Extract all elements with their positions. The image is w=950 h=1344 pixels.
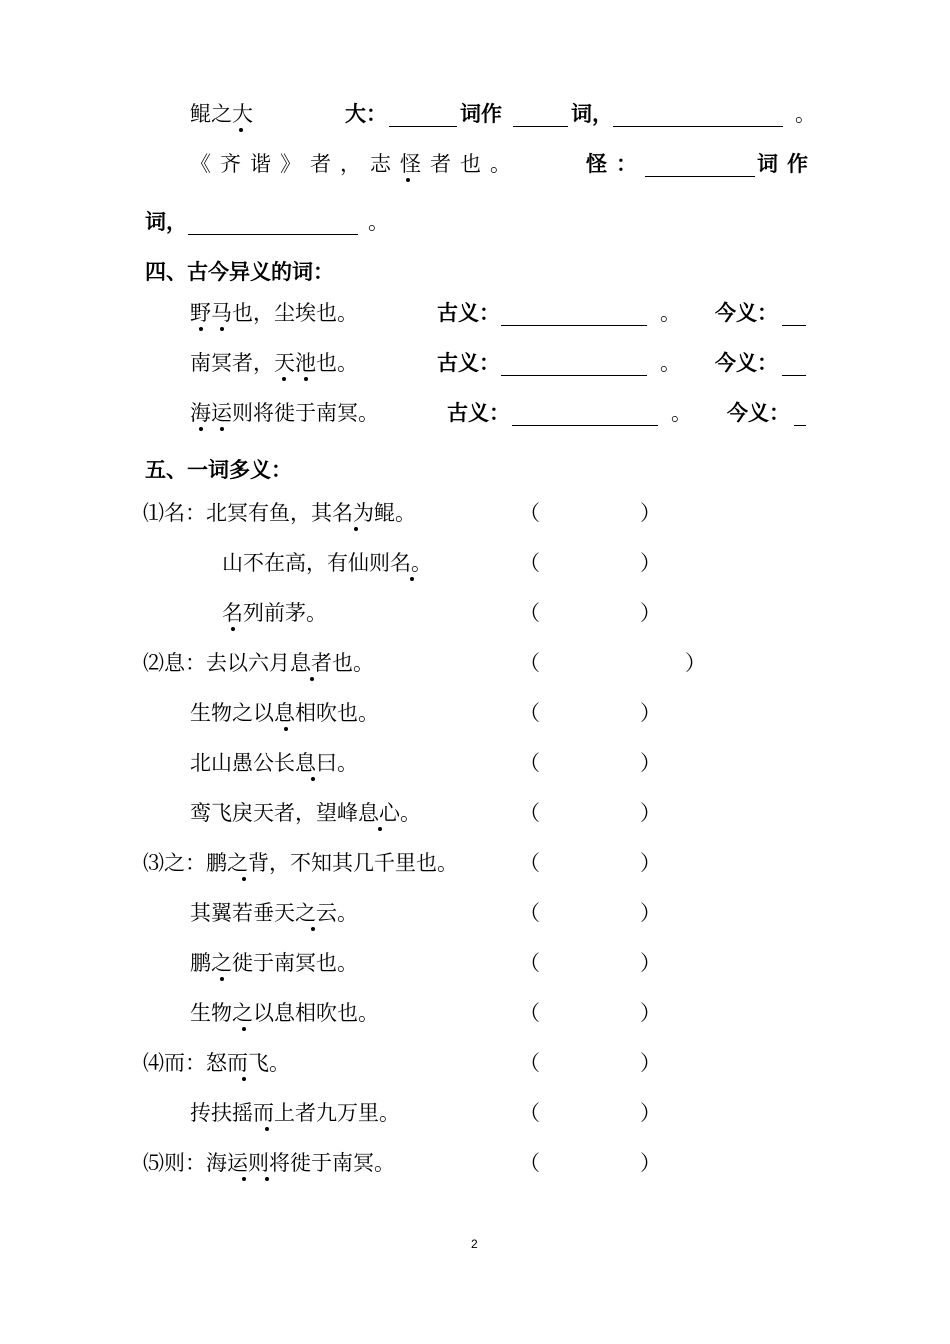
blank-line[interactable] [513, 126, 568, 127]
paren-open: （ [519, 701, 540, 725]
emphasis-dot [354, 527, 358, 531]
list-item: ⑷而：怒而飞。 [143, 1051, 290, 1075]
blank-line[interactable] [501, 325, 647, 326]
label-modern: 今义： [715, 351, 778, 375]
list-item: 鹏之徙于南冥也。 [190, 951, 358, 975]
paren-close: ） [640, 1001, 661, 1025]
list-item: 生物之以息相吹也。 [190, 701, 379, 725]
blank-line[interactable] [782, 375, 806, 376]
paren-open: （ [519, 751, 540, 775]
emphasis-dot [265, 1177, 269, 1181]
list-item: ⑴名：北冥有鱼，其名为鲲。 [143, 501, 416, 525]
emphasis-dot [239, 128, 243, 132]
emphasis-dot [220, 427, 224, 431]
label-ancient: 古义： [447, 401, 510, 425]
paren-close: ） [640, 1051, 661, 1075]
label-ancient: 古义： [437, 351, 500, 375]
word-ci-zuo: 词作 [460, 102, 502, 126]
list-item: 其翼若垂天之云。 [190, 901, 358, 925]
blank-line[interactable] [188, 234, 358, 235]
list-item: ⑸则：海运则将徙于南冥。 [143, 1151, 395, 1175]
emphasis-dot [242, 877, 246, 881]
blank-line[interactable] [501, 375, 647, 376]
word-ci: 词， [145, 210, 187, 234]
paren-open: （ [519, 551, 540, 575]
label-da: 大： [345, 102, 387, 126]
paren-close: ） [640, 1101, 661, 1125]
list-item: 抟扶摇而上者九万里。 [190, 1101, 400, 1125]
sentence-nan-ming: 南冥者，天池也。 [190, 351, 358, 375]
emphasis-dot [410, 577, 414, 581]
emphasis-dot [242, 1027, 246, 1031]
emphasis-dot [220, 327, 224, 331]
page-number: 2 [471, 1237, 478, 1251]
paren-open: （ [519, 651, 540, 675]
period: 。 [795, 102, 816, 126]
emphasis-dot [282, 377, 286, 381]
emphasis-dot [311, 777, 315, 781]
list-item: 生物之以息相吹也。 [190, 1001, 379, 1025]
list-item: 北山愚公长息曰。 [190, 751, 358, 775]
paren-close: ） [640, 501, 661, 525]
paren-close: ） [640, 551, 661, 575]
list-item: 名列前茅。 [222, 601, 327, 625]
section-heading-4: 四、古今异义的词： [145, 260, 334, 284]
section-heading-5: 五、一词多义： [145, 458, 292, 482]
paren-open: （ [519, 1101, 540, 1125]
emphasis-dot [199, 327, 203, 331]
emphasis-dot [378, 827, 382, 831]
emphasis-dot [220, 977, 224, 981]
blank-line[interactable] [512, 425, 658, 426]
emphasis-dot [311, 927, 315, 931]
label-guai: 怪： [586, 152, 646, 176]
emphasis-dot [284, 727, 288, 731]
paren-open: （ [519, 1001, 540, 1025]
emphasis-dot [231, 627, 235, 631]
paren-close: ） [640, 801, 661, 825]
period: 。 [671, 401, 692, 425]
paren-open: （ [519, 601, 540, 625]
paren-open: （ [519, 951, 540, 975]
sentence-qi-xie: 《齐谐》者，志怪者也。 [190, 152, 520, 176]
paren-close: ） [640, 601, 661, 625]
paren-close: ） [685, 651, 706, 675]
paren-open: （ [519, 1051, 540, 1075]
paren-close: ） [640, 951, 661, 975]
blank-line[interactable] [645, 176, 755, 177]
label-modern: 今义： [715, 301, 778, 325]
paren-close: ） [640, 701, 661, 725]
paren-open: （ [519, 901, 540, 925]
paren-close: ） [640, 901, 661, 925]
paren-close: ） [640, 1151, 661, 1175]
emphasis-dot [406, 178, 410, 182]
paren-close: ） [640, 851, 661, 875]
list-item: ⑵息：去以六月息者也。 [143, 651, 374, 675]
emphasis-dot [242, 1177, 246, 1181]
blank-line[interactable] [613, 126, 783, 127]
blank-line[interactable] [389, 126, 457, 127]
period: 。 [368, 210, 389, 234]
list-item: 山不在高，有仙则名。 [222, 551, 432, 575]
paren-close: ） [640, 751, 661, 775]
emphasis-dot [310, 677, 314, 681]
emphasis-dot [242, 1077, 246, 1081]
emphasis-dot [304, 377, 308, 381]
label-modern: 今义： [727, 401, 790, 425]
sentence-ye-ma: 野马也，尘埃也。 [190, 301, 358, 325]
sentence-hai-yun: 海运则将徙于南冥。 [190, 401, 379, 425]
paren-open: （ [519, 1151, 540, 1175]
paren-open: （ [519, 851, 540, 875]
word-ci-zuo: 词作 [757, 152, 817, 176]
list-item: 鸾飞戾天者，望峰息心。 [190, 801, 421, 825]
paren-open: （ [519, 801, 540, 825]
emphasis-dot [265, 1127, 269, 1131]
period: 。 [660, 301, 681, 325]
blank-line[interactable] [782, 325, 806, 326]
period: 。 [660, 351, 681, 375]
blank-line[interactable] [794, 425, 806, 426]
word-ci: 词， [571, 102, 613, 126]
label-ancient: 古义： [437, 301, 500, 325]
list-item: ⑶之：鹏之背，不知其几千里也。 [143, 851, 458, 875]
paren-open: （ [519, 501, 540, 525]
emphasis-dot [199, 427, 203, 431]
sentence-kun-zhi-da: 鲲之大 [190, 102, 253, 126]
